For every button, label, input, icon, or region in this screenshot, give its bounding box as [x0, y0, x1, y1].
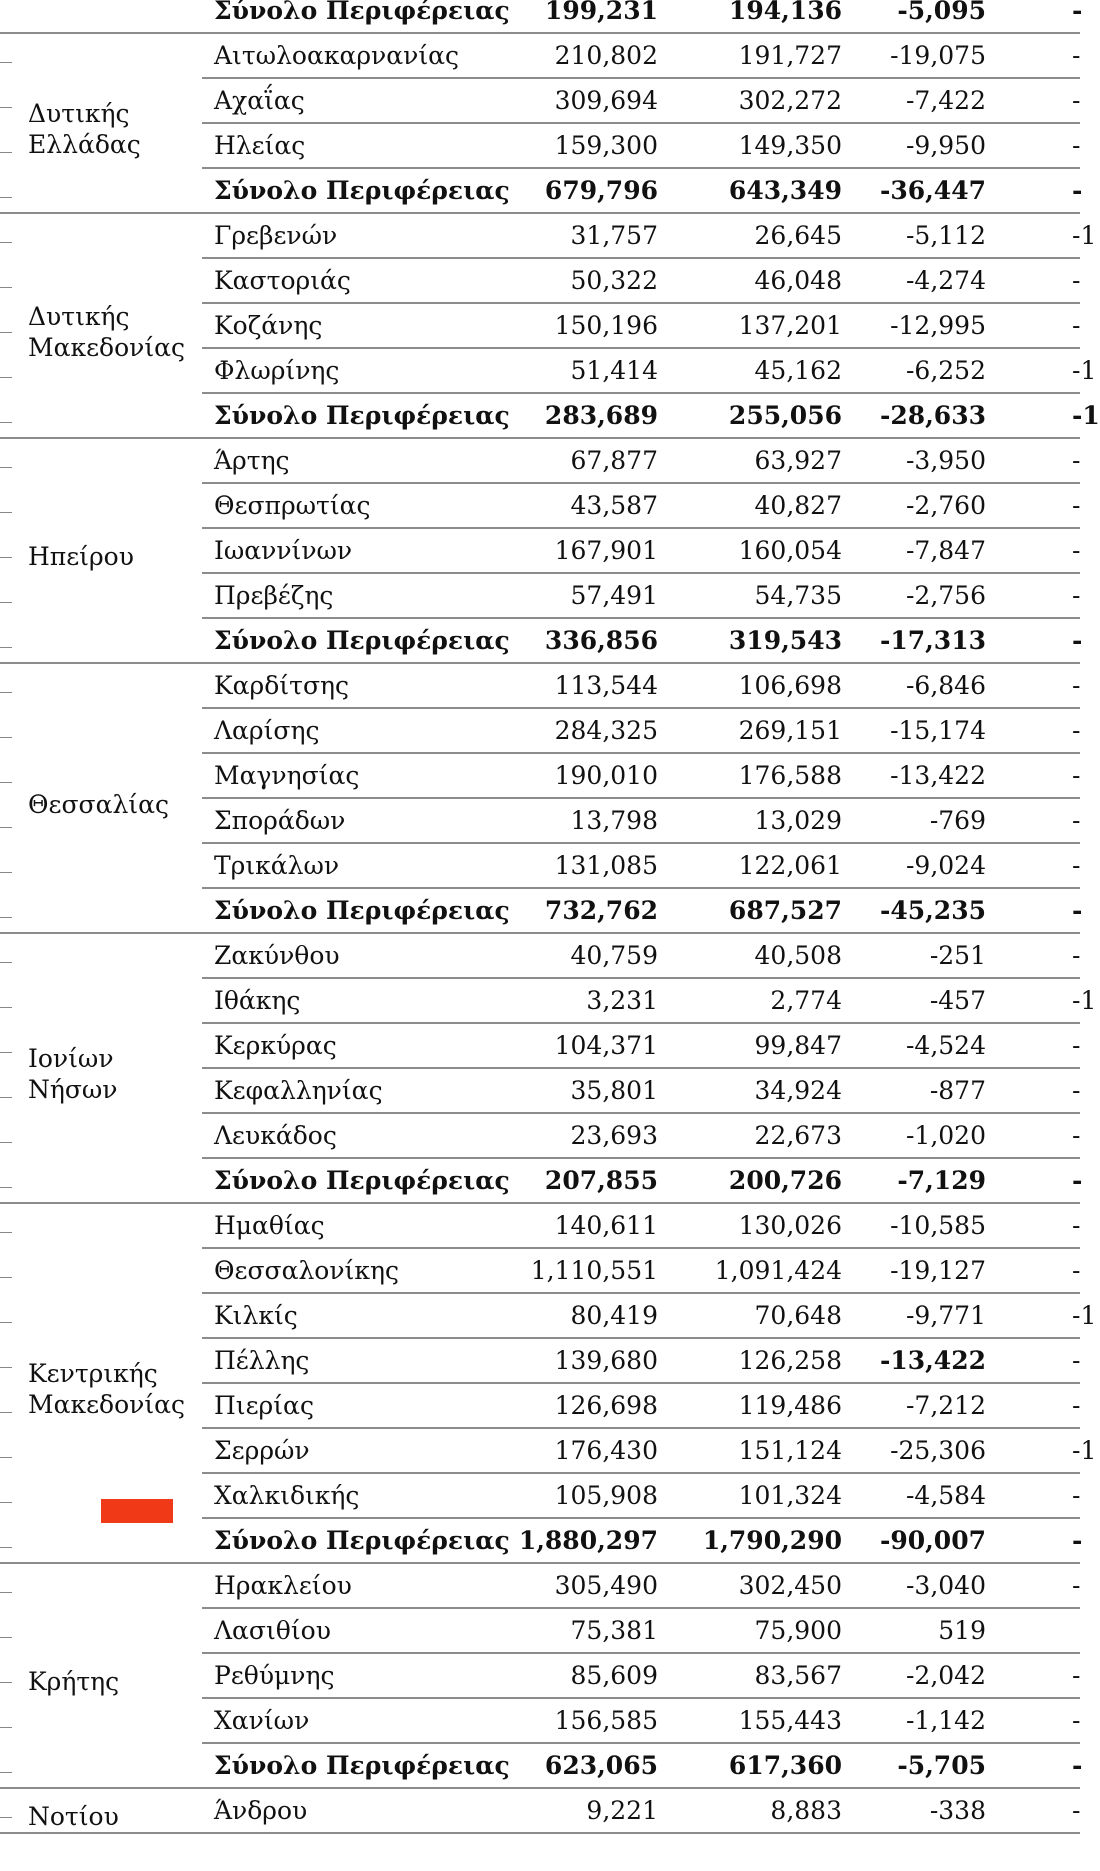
value-col1-cell: 305,490	[554, 1571, 658, 1600]
region-name-label: Ιονίων Νήσων	[28, 1044, 118, 1104]
value-col1-cell: 199,231	[544, 0, 658, 25]
prefecture-name-cell: Φλωρίνης	[214, 356, 340, 385]
table-row	[0, 1023, 1080, 1068]
value-col2-cell: 8,883	[770, 1796, 842, 1825]
table-row	[0, 1293, 1097, 1338]
value-col2-cell: 106,698	[738, 671, 842, 700]
table-row	[0, 843, 1080, 888]
value-col1-cell: 3,231	[586, 986, 658, 1015]
row-tick-mark	[0, 1637, 12, 1638]
value-col2-cell: 319,543	[728, 626, 842, 655]
difference-cell: -4,584	[905, 1481, 986, 1510]
value-col2-cell: 1,091,424	[714, 1256, 842, 1285]
value-col1-cell: 104,371	[554, 1031, 658, 1060]
value-col2-cell: 83,567	[754, 1661, 842, 1690]
row-tick-mark	[0, 602, 12, 603]
value-col2-cell: 302,450	[738, 1571, 842, 1600]
row-tick-mark	[0, 917, 12, 918]
trailing-cell: -	[1072, 1571, 1081, 1600]
row-tick-mark	[0, 1007, 12, 1008]
value-col1-cell: 1,880,297	[518, 1526, 658, 1555]
trailing-cell: -	[1072, 941, 1081, 970]
prefecture-name-cell: Λαρίσης	[214, 716, 320, 745]
value-col2-cell: 194,136	[728, 0, 842, 25]
prefecture-name-cell: Ιωαννίνων	[214, 536, 353, 565]
value-col1-cell: 13,798	[570, 806, 658, 835]
row-tick-mark	[0, 152, 12, 153]
region-name-label: Θεσσαλίας	[28, 789, 169, 819]
value-col2-cell: 45,162	[754, 356, 842, 385]
row-tick-mark	[0, 332, 12, 333]
table-row	[0, 258, 1080, 303]
value-col1-cell: 31,757	[570, 221, 658, 250]
trailing-cell: -1	[1072, 401, 1100, 430]
value-col1-cell: 176,430	[554, 1436, 658, 1465]
difference-cell: -15,174	[890, 716, 986, 745]
difference-cell: -6,252	[905, 356, 986, 385]
prefecture-name-cell: Ημαθίας	[214, 1211, 325, 1240]
trailing-cell: -1	[1072, 221, 1097, 250]
prefecture-name-cell: Σύνολο Περιφέρειας	[214, 176, 510, 205]
table-row	[0, 933, 1080, 978]
region-name-label: Δυτικής Ελλάδας	[28, 99, 141, 159]
difference-cell: -1,020	[905, 1121, 986, 1150]
prefecture-name-cell: Σύνολο Περιφέρειας	[214, 1526, 510, 1555]
table-row	[0, 1563, 1080, 1608]
row-tick-mark	[0, 422, 12, 423]
prefecture-name-cell: Πέλλης	[214, 1346, 310, 1375]
table-row	[0, 528, 1080, 573]
table-row	[0, 708, 1080, 753]
table-row	[0, 78, 1080, 123]
value-col2-cell: 160,054	[738, 536, 842, 565]
value-col1-cell: 140,611	[554, 1211, 658, 1240]
value-col2-cell: 643,349	[728, 176, 842, 205]
prefecture-name-cell: Ιθάκης	[214, 986, 301, 1015]
difference-cell: -2,756	[905, 581, 986, 610]
prefecture-name-cell: Ζακύνθου	[214, 941, 340, 970]
value-col1-cell: 210,802	[554, 41, 658, 70]
trailing-cell: -1	[1072, 356, 1097, 385]
value-col2-cell: 75,900	[754, 1616, 842, 1645]
value-col1-cell: 57,491	[570, 581, 658, 610]
value-col1-cell: 80,419	[570, 1301, 658, 1330]
trailing-cell: -	[1072, 1391, 1081, 1420]
trailing-cell: -	[1072, 1166, 1083, 1195]
value-col1-cell: 23,693	[570, 1121, 658, 1150]
difference-cell: -5,112	[905, 221, 986, 250]
trailing-cell: -	[1072, 851, 1081, 880]
value-col1-cell: 167,901	[554, 536, 658, 565]
row-tick-mark	[0, 692, 12, 693]
table-row	[0, 1248, 1080, 1293]
difference-cell: -9,771	[905, 1301, 986, 1330]
prefecture-name-cell: Καστοριάς	[214, 266, 351, 295]
prefecture-name-cell: Άνδρου	[214, 1796, 308, 1825]
prefecture-name-cell: Κιλκίς	[214, 1301, 298, 1330]
trailing-cell: -1	[1072, 986, 1097, 1015]
difference-cell: -10,585	[890, 1211, 986, 1240]
row-tick-mark	[0, 782, 12, 783]
row-tick-mark	[0, 62, 12, 63]
value-col2-cell: 149,350	[738, 131, 842, 160]
prefecture-name-cell: Πιερίας	[214, 1391, 314, 1420]
value-col2-cell: 155,443	[738, 1706, 842, 1735]
difference-cell: -251	[929, 941, 986, 970]
row-tick-mark	[0, 1142, 12, 1143]
difference-cell: -338	[929, 1796, 986, 1825]
region-total-row	[0, 888, 1083, 933]
value-col1-cell: 35,801	[570, 1076, 658, 1105]
trailing-cell: -	[1072, 266, 1081, 295]
value-col1-cell: 40,759	[570, 941, 658, 970]
row-tick-mark	[0, 242, 12, 243]
value-col2-cell: 70,648	[754, 1301, 842, 1330]
value-col1-cell: 309,694	[554, 86, 658, 115]
value-col1-cell: 284,325	[554, 716, 658, 745]
trailing-cell: -	[1072, 1031, 1081, 1060]
row-tick-mark	[0, 1277, 12, 1278]
table-row	[0, 663, 1080, 708]
prefecture-name-cell: Μαγνησίας	[214, 761, 360, 790]
value-col2-cell: 46,048	[754, 266, 842, 295]
difference-cell: -7,422	[905, 86, 986, 115]
region-name-label: Ηπείρου	[28, 542, 134, 571]
value-col1-cell: 159,300	[554, 131, 658, 160]
region-total-row	[0, 1743, 1083, 1788]
value-col1-cell: 623,065	[544, 1751, 658, 1780]
value-col2-cell: 34,924	[754, 1076, 842, 1105]
prefecture-name-cell: Καρδίτσης	[214, 671, 349, 700]
difference-cell: -1,142	[905, 1706, 986, 1735]
region-name-label: Κεντρικής Μακεδονίας	[28, 1359, 186, 1419]
value-col1-cell: 50,322	[570, 266, 658, 295]
prefecture-name-cell: Αιτωλοακαρνανίας	[214, 41, 460, 70]
table-row	[0, 1653, 1080, 1698]
difference-cell: -19,075	[890, 41, 986, 70]
difference-cell: 519	[938, 1616, 986, 1645]
trailing-cell: -	[1072, 491, 1081, 520]
trailing-cell: -	[1072, 806, 1081, 835]
trailing-cell: -	[1072, 1211, 1081, 1240]
region-total-row	[0, 1518, 1083, 1563]
trailing-cell: -	[1072, 1526, 1083, 1555]
difference-cell: -25,306	[890, 1436, 986, 1465]
trailing-cell: -	[1072, 311, 1081, 340]
value-col1-cell: 207,855	[544, 1166, 658, 1195]
prefecture-name-cell: Κεφαλληνίας	[214, 1076, 383, 1105]
value-col1-cell: 1,110,551	[530, 1256, 658, 1285]
region-name-label: Νοτίου	[28, 1802, 119, 1831]
trailing-cell: -	[1072, 1256, 1081, 1285]
value-col2-cell: 176,588	[738, 761, 842, 790]
prefecture-name-cell: Λασιθίου	[214, 1616, 331, 1645]
difference-cell: -9,950	[905, 131, 986, 160]
trailing-cell: -	[1072, 1346, 1081, 1375]
row-tick-mark	[0, 647, 12, 648]
row-tick-mark	[0, 872, 12, 873]
value-col1-cell: 105,908	[554, 1481, 658, 1510]
trailing-cell: -1	[1072, 1301, 1097, 1330]
prefecture-name-cell: Σύνολο Περιφέρειας	[214, 1166, 510, 1195]
difference-cell: -9,024	[905, 851, 986, 880]
trailing-cell: -	[1072, 581, 1081, 610]
row-tick-mark	[0, 1322, 12, 1323]
value-col2-cell: 40,508	[754, 941, 842, 970]
table-row	[0, 33, 1080, 78]
trailing-cell: -	[1072, 1121, 1081, 1150]
difference-cell: -5,095	[897, 0, 986, 25]
trailing-cell: -	[1072, 86, 1081, 115]
row-tick-mark	[0, 962, 12, 963]
trailing-cell: -	[1072, 446, 1081, 475]
row-tick-mark	[0, 1592, 12, 1593]
row-tick-mark	[0, 467, 12, 468]
value-col2-cell: 40,827	[754, 491, 842, 520]
row-tick-mark	[0, 1817, 12, 1818]
row-tick-mark	[0, 737, 12, 738]
row-tick-mark	[0, 1367, 12, 1368]
value-col2-cell: 255,056	[728, 401, 842, 430]
value-col2-cell: 687,527	[728, 896, 842, 925]
value-col1-cell: 51,414	[570, 356, 658, 385]
value-col1-cell: 131,085	[554, 851, 658, 880]
difference-cell: -2,042	[905, 1661, 986, 1690]
row-tick-mark	[0, 1547, 12, 1548]
trailing-cell: -	[1072, 1661, 1081, 1690]
value-col1-cell: 156,585	[554, 1706, 658, 1735]
value-col2-cell: 151,124	[738, 1436, 842, 1465]
row-tick-mark	[0, 1457, 12, 1458]
trailing-cell: -1	[1072, 1436, 1097, 1465]
value-col2-cell: 119,486	[738, 1391, 842, 1420]
value-col1-cell: 113,544	[554, 671, 658, 700]
row-tick-mark	[0, 1232, 12, 1233]
difference-cell: -90,007	[879, 1526, 986, 1555]
trailing-cell: -	[1072, 1481, 1081, 1510]
difference-cell: -13,422	[890, 761, 986, 790]
prefecture-name-cell: Σύνολο Περιφέρειας	[214, 1751, 510, 1780]
difference-cell: -13,422	[879, 1346, 986, 1375]
prefecture-name-cell: Γρεβενών	[214, 221, 338, 250]
prefecture-name-cell: Θεσπρωτίας	[214, 491, 371, 520]
difference-cell: -6,846	[905, 671, 986, 700]
value-col1-cell: 67,877	[570, 446, 658, 475]
row-tick-mark	[0, 1502, 12, 1503]
prefecture-name-cell: Αχαΐας	[214, 86, 305, 115]
value-col2-cell: 191,727	[738, 41, 842, 70]
region-total-row	[0, 0, 1083, 33]
prefecture-name-cell: Σποράδων	[214, 806, 346, 835]
value-col1-cell: 190,010	[554, 761, 658, 790]
row-tick-mark	[0, 197, 12, 198]
table-row	[0, 1608, 1080, 1653]
difference-cell: -7,129	[897, 1166, 986, 1195]
value-col1-cell: 75,381	[570, 1616, 658, 1645]
trailing-cell: -	[1072, 896, 1083, 925]
table-row	[0, 978, 1097, 1023]
region-divider-line	[0, 1832, 1080, 1834]
prefecture-name-cell: Τρικάλων	[214, 851, 340, 880]
value-col2-cell: 200,726	[728, 1166, 842, 1195]
table-row	[0, 1203, 1080, 1248]
value-col2-cell: 13,029	[754, 806, 842, 835]
row-tick-mark	[0, 377, 12, 378]
value-col2-cell: 302,272	[738, 86, 842, 115]
value-col2-cell: 101,324	[738, 1481, 842, 1510]
value-col2-cell: 617,360	[728, 1751, 842, 1780]
difference-cell: -28,633	[879, 401, 986, 430]
value-col2-cell: 26,645	[754, 221, 842, 250]
value-col1-cell: 150,196	[554, 311, 658, 340]
row-tick-mark	[0, 1682, 12, 1683]
table-row	[0, 1698, 1080, 1743]
difference-cell: -3,950	[905, 446, 986, 475]
row-tick-mark	[0, 1412, 12, 1413]
prefecture-name-cell: Θεσσαλονίκης	[214, 1256, 399, 1285]
trailing-cell: -	[1072, 131, 1081, 160]
table-row	[0, 1068, 1080, 1113]
value-col2-cell: 2,774	[770, 986, 842, 1015]
difference-cell: -7,212	[905, 1391, 986, 1420]
trailing-cell: -	[1072, 1751, 1083, 1780]
prefecture-name-cell: Σύνολο Περιφέρειας	[214, 896, 510, 925]
value-col1-cell: 732,762	[544, 896, 658, 925]
prefecture-name-cell: Χαλκιδικής	[214, 1481, 360, 1510]
difference-cell: -17,313	[879, 626, 986, 655]
value-col2-cell: 122,061	[738, 851, 842, 880]
prefecture-name-cell: Σύνολο Περιφέρειας	[214, 0, 510, 25]
row-tick-mark	[0, 1727, 12, 1728]
difference-cell: -4,274	[905, 266, 986, 295]
difference-cell: -2,760	[905, 491, 986, 520]
trailing-cell: -	[1072, 716, 1081, 745]
table-row	[0, 483, 1080, 528]
region-name-label: Δυτικής Μακεδονίας	[28, 301, 186, 362]
region-total-row	[0, 1158, 1083, 1203]
value-col1-cell: 85,609	[570, 1661, 658, 1690]
value-col2-cell: 63,927	[754, 446, 842, 475]
value-col2-cell: 130,026	[738, 1211, 842, 1240]
row-tick-mark	[0, 1052, 12, 1053]
trailing-cell: -	[1072, 626, 1083, 655]
prefecture-name-cell: Σύνολο Περιφέρειας	[214, 401, 510, 430]
trailing-cell: -	[1072, 536, 1081, 565]
row-tick-mark	[0, 1097, 12, 1098]
prefecture-name-cell: Λευκάδος	[214, 1121, 337, 1150]
value-col2-cell: 54,735	[754, 581, 842, 610]
value-col1-cell: 43,587	[570, 491, 658, 520]
value-col1-cell: 679,796	[544, 176, 658, 205]
region-total-row	[0, 618, 1083, 663]
difference-cell: -12,995	[890, 311, 986, 340]
table-row	[0, 438, 1080, 483]
value-col2-cell: 99,847	[754, 1031, 842, 1060]
table-row	[0, 1788, 1080, 1833]
trailing-cell: -	[1072, 41, 1081, 70]
table-row	[0, 1428, 1097, 1473]
prefecture-name-cell: Ηλείας	[214, 131, 306, 160]
prefecture-name-cell: Ηρακλείου	[214, 1571, 352, 1600]
table-row	[0, 123, 1080, 168]
difference-cell: -45,235	[879, 896, 986, 925]
value-col2-cell: 1,790,290	[702, 1526, 842, 1555]
value-col2-cell: 22,673	[754, 1121, 842, 1150]
value-col1-cell: 126,698	[554, 1391, 658, 1420]
row-tick-mark	[0, 107, 12, 108]
difference-cell: -3,040	[905, 1571, 986, 1600]
prefecture-name-cell: Κερκύρας	[214, 1031, 337, 1060]
trailing-cell: -	[1072, 1796, 1081, 1825]
value-col1-cell: 336,856	[544, 626, 658, 655]
row-tick-mark	[0, 512, 12, 513]
row-tick-mark	[0, 1187, 12, 1188]
prefecture-name-cell: Σερρών	[214, 1436, 310, 1465]
red-highlight-mark	[101, 1499, 173, 1523]
difference-cell: -19,127	[890, 1256, 986, 1285]
trailing-cell: -	[1072, 671, 1081, 700]
prefecture-name-cell: Χανίων	[214, 1706, 310, 1735]
table-row	[0, 573, 1080, 618]
difference-cell: -36,447	[879, 176, 986, 205]
difference-cell: -877	[929, 1076, 986, 1105]
table-row	[0, 213, 1097, 258]
row-tick-mark	[0, 827, 12, 828]
difference-cell: -5,705	[897, 1751, 986, 1780]
value-col2-cell: 126,258	[738, 1346, 842, 1375]
difference-cell: -769	[929, 806, 986, 835]
prefecture-name-cell: Σύνολο Περιφέρειας	[214, 626, 510, 655]
region-total-row	[0, 168, 1083, 213]
prefecture-name-cell: Ρεθύμνης	[214, 1661, 335, 1690]
difference-cell: -4,524	[905, 1031, 986, 1060]
value-col2-cell: 137,201	[738, 311, 842, 340]
prefecture-name-cell: Άρτης	[214, 446, 290, 475]
region-name-label: Κρήτης	[28, 1667, 120, 1696]
trailing-cell: -	[1072, 1706, 1081, 1735]
trailing-cell: -	[1072, 1076, 1081, 1105]
value-col1-cell: 9,221	[586, 1796, 658, 1825]
row-tick-mark	[0, 287, 12, 288]
row-tick-mark	[0, 1772, 12, 1773]
table-row	[0, 1113, 1080, 1158]
region-total-row	[0, 393, 1100, 438]
prefecture-name-cell: Κοζάνης	[214, 311, 323, 340]
trailing-cell: -	[1072, 761, 1081, 790]
trailing-cell: -	[1072, 176, 1083, 205]
trailing-cell: -	[1072, 0, 1083, 25]
row-tick-mark	[0, 557, 12, 558]
difference-cell: -7,847	[905, 536, 986, 565]
difference-cell: -457	[929, 986, 986, 1015]
value-col1-cell: 139,680	[554, 1346, 658, 1375]
value-col1-cell: 283,689	[544, 401, 658, 430]
prefecture-name-cell: Πρεβέζης	[214, 581, 334, 610]
value-col2-cell: 269,151	[738, 716, 842, 745]
